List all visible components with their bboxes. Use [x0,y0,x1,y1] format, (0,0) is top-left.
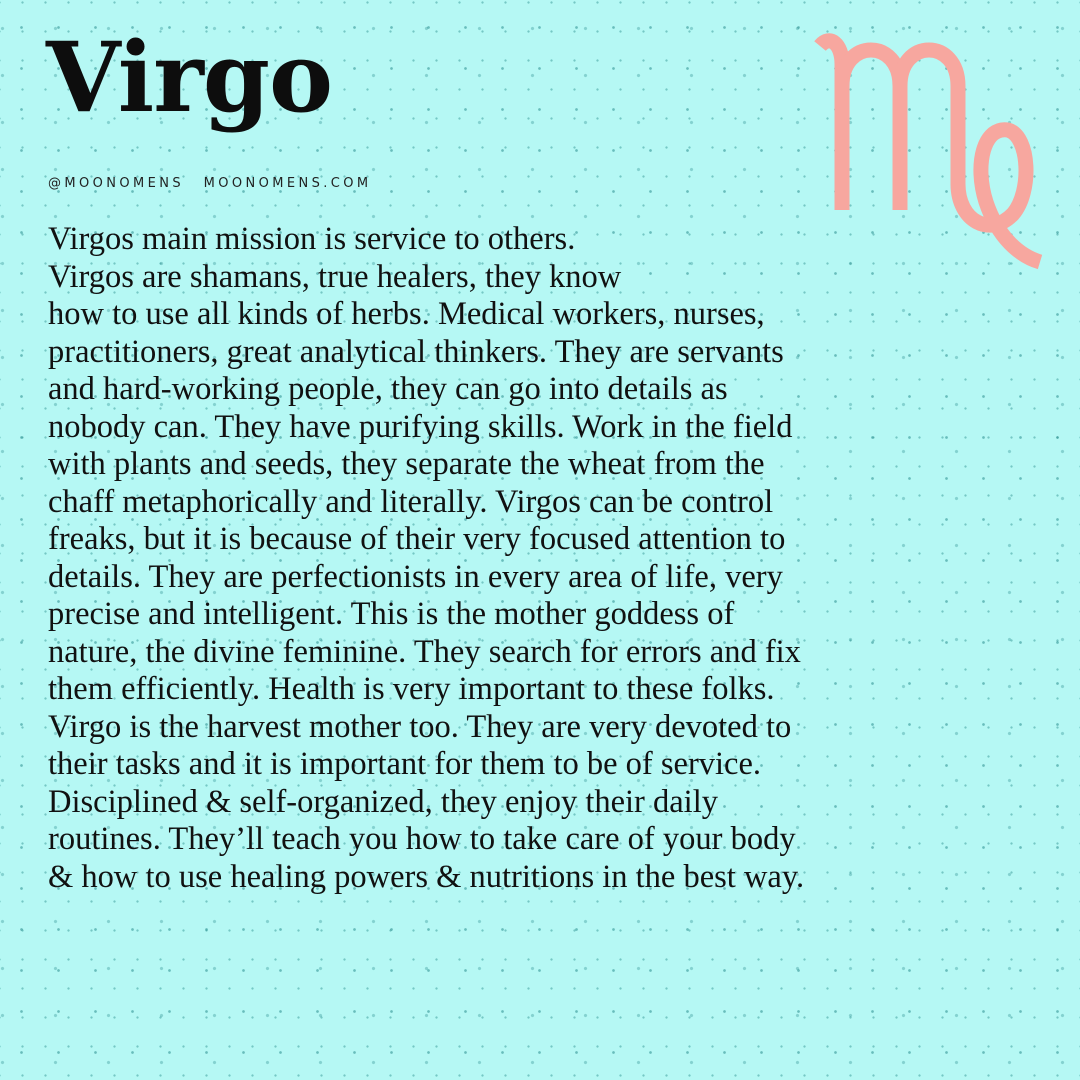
page-title: Virgo [46,21,332,134]
body-paragraph [48,221,1068,896]
body-line: & how to use healing powers & nutritions in the best way. [48,858,805,895]
body-line: them efficiently. Health is very important to these folks. [48,671,775,707]
body-line: details. They are perfectionists in every area of life, very [48,558,783,595]
body-line: and hard-working people, they can go into details as [48,371,728,407]
glyph-stroke-middle [842,50,900,210]
body-line: Virgo is the harvest mother too. They are very devoted to [48,708,792,745]
website-link: MOONOMENS.COM [203,176,372,191]
body-line: how to use all kinds of herbs. Medical workers, nurses, [48,296,765,332]
body-line: freaks, but it is because of their very focused attention to [48,521,786,557]
body-line: practitioners, great analytical thinkers. They are servants [48,333,784,370]
instagram-handle: @MOONOMENS [48,176,185,191]
body-line: their tasks and it is important for them to be of service. [48,746,762,782]
body-line: with plants and seeds, they separate the wheat from the [48,446,765,482]
body-line: nature, the divine feminine. They search for errors and fix [48,633,801,670]
body-line: Virgos main mission is service to others. [48,221,576,257]
body-line: Virgos are shamans, true healers, they know [48,258,622,295]
body-line: nobody can. They have purifying skills. Work in the field [48,408,793,445]
body-line: routines. They’ll teach you how to take care of your body [48,821,796,857]
body-line: precise and intelligent. This is the mother goddess of [48,596,735,632]
body-line: chaff metaphorically and literally. Virgos can be control [48,483,774,520]
body-line: Disciplined & self-organized, they enjoy their daily [48,783,718,820]
social-handles [48,176,372,191]
